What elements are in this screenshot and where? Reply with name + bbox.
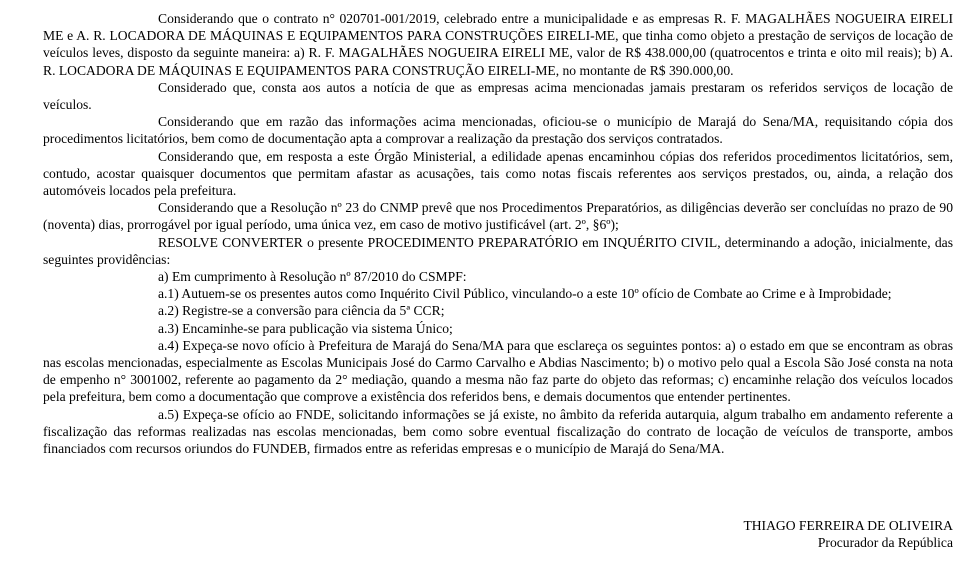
paragraph-news: Considerado que, consta aos autos a notícia de que as empresas acima mencionadas jamais prestaram os referidos serviços de locação de veículos.: [43, 79, 953, 113]
paragraph-contract: Considerando que o contrato n° 020701-001/2019, celebrado entre a municipalidade e as empresas R. F. MAGALHÃES NOGUEIRA EIRELI ME e A. R. LOCADORA DE MÁQUINAS E EQUIPAMENTOS PARA CONSTRUÇÕES EIRELI-ME, que tinha como objeto a prestação de serviços de locação de veículos leves, disposto da seguinte maneira: a) R. F. MAGALHÃES NOGUEIRA EIRELI ME, valor de R$ 438.000,00 (quatrocentos e trinta e oito mil reais); b) A. R. LOCADORA DE MÁQUINAS E EQUIPAMENTOS PARA CONSTRUÇÃO EIRELI-ME, no montante de R$ 390.000,00.: [43, 11, 953, 78]
list-item-a5: a.5) Expeça-se ofício ao FNDE, solicitando informações se já existe, no âmbito da referida autarquia, algum trabalho em andamento referente a fiscalização das reformas realizadas nas escolas mencionadas, bem como sobre eventual fiscalização do contrato de locação de veículos de transporte, ambos financiados com recursos oriundos do FUNDEB, firmados entre as referidas empresas e o município de Marajá do Sena/MA.: [43, 406, 953, 457]
signatory-name: THIAGO FERREIRA DE OLIVEIRA: [743, 518, 953, 533]
paragraph-response: Considerando que, em resposta a este Órgão Ministerial, a edilidade apenas encaminhou cópias dos referidos procedimentos licitatórios, sem, contudo, acostar quaisquer documentos que permitam afastar as acusações, tais como notas fiscais referentes aos serviços prestados, ou, ainda, a relação dos automóveis locados pela prefeitura.: [43, 148, 953, 199]
list-item-a: a) Em cumprimento à Resolução nº 87/2010 do CSMPF:: [158, 269, 467, 285]
signature-block: [743, 517, 953, 551]
document-body: [43, 10, 953, 457]
list-item-a2: a.2) Registre-se a conversão para ciência da 5ª CCR;: [158, 303, 445, 319]
list-item-a1: a.1) Autuem-se os presentes autos como Inquérito Civil Público, vinculando-o a este 10º ofício de Combate ao Crime e à Improbidade;: [158, 286, 892, 302]
list-item-a4: a.4) Expeça-se novo ofício à Prefeitura de Marajá do Sena/MA para que esclareça os seguintes pontos: a) o estado em que se encontram as obras nas escolas mencionadas, especialmente as Escolas Municipais José do Carmo Carvalho e Abdias Nascimento; b) o motivo pelo qual a Escola São José consta na nota de empenho n° 3001002, referente ao pagamento da 2° mediação, quando a mesma não faz parte do objeto das reformas; c) encaminhe relação dos veículos locados pela prefeitura, bem como a documentação que comprove a existência dos referidos bens, e demais documentos que entender pertinentes.: [43, 337, 953, 405]
paragraph-oficio: Considerando que em razão das informações acima mencionadas, oficiou-se o município de Marajá do Sena/MA, requisitando cópia dos procedimentos licitatórios, bem como de documentação apta a comprovar a realização da prestação dos serviços contratados.: [43, 114, 953, 147]
signatory-role: Procurador da República: [817, 535, 953, 551]
paragraph-resolution: Considerando que a Resolução nº 23 do CNMP prevê que nos Procedimentos Preparatórios, as diligências deverão ser concluídas no prazo de 90 (noventa) dias, prorrogável por igual período, uma única vez, em caso de motivo justificável (art. 2º, §6º);: [43, 200, 953, 233]
paragraph-resolve: RESOLVE CONVERTER o presente PROCEDIMENTO PREPARATÓRIO em INQUÉRITO CIVIL, determinando a adoção, inicialmente, das seguintes providências:: [43, 234, 953, 267]
list-item-a3: a.3) Encaminhe-se para publicação via sistema Único;: [158, 320, 453, 336]
